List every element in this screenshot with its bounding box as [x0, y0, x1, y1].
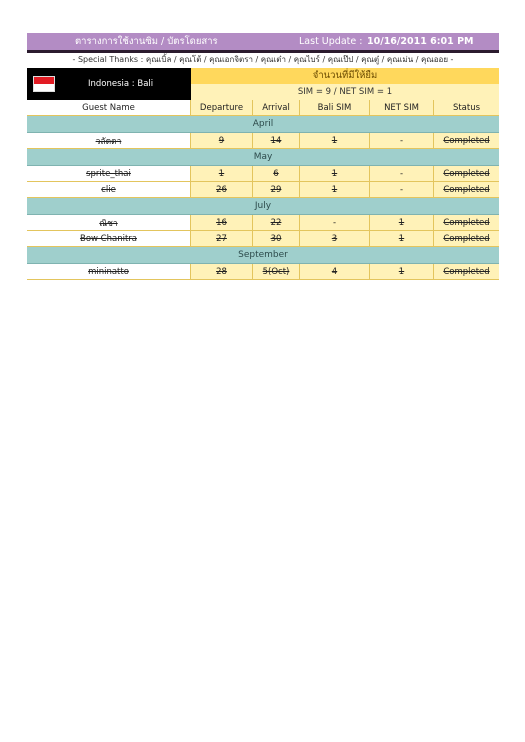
status-cell: Completed [443, 266, 490, 277]
guest-name-cell-box [27, 264, 191, 279]
guest-name-cell: mininatto [88, 266, 129, 277]
arrival-cell-box [253, 231, 300, 246]
bali-sim-cell: 1 [331, 184, 338, 195]
column-header-net-sim: NET SIM [370, 100, 434, 115]
net-sim-cell-box [370, 166, 434, 181]
table-row [27, 182, 499, 198]
guest-name-cell-box [27, 182, 191, 197]
month-header: July [27, 198, 499, 215]
net-sim-cell: - [399, 184, 404, 195]
bali-sim-cell-box [300, 264, 370, 279]
status-cell-box [434, 133, 499, 148]
net-sim-cell-box [370, 215, 434, 230]
sim-count-title: จำนวนที่มีให้ยืม [191, 68, 499, 84]
column-header-departure: Departure [191, 100, 253, 115]
bali-sim-cell-box [300, 133, 370, 148]
departure-cell: 26 [216, 184, 227, 195]
bali-sim-cell: 1 [331, 168, 338, 179]
net-sim-cell-box [370, 133, 434, 148]
departure-cell: 1 [218, 168, 225, 179]
column-header-guest-name: Guest Name [27, 100, 191, 115]
month-header: September [27, 247, 499, 264]
status-cell: Completed [443, 233, 490, 244]
arrival-cell: 29 [270, 184, 282, 195]
status-cell: Completed [443, 217, 490, 228]
status-cell-box [434, 264, 499, 279]
net-sim-cell: 1 [398, 266, 405, 277]
net-sim-cell: - [399, 135, 404, 146]
guest-name-cell-box [27, 231, 191, 246]
guest-name-cell: ณิชา [99, 218, 118, 229]
departure-cell: 9 [218, 135, 225, 146]
departure-cell: 16 [216, 217, 227, 228]
column-header-bali-sim: Bali SIM [300, 100, 370, 115]
net-sim-cell-box [370, 231, 434, 246]
indonesia-flag-icon [33, 76, 55, 92]
departure-cell-box [191, 133, 253, 148]
net-sim-cell-box [370, 182, 434, 197]
arrival-cell: 22 [270, 217, 282, 228]
sim-usage-table [27, 100, 499, 280]
net-sim-cell-box [370, 264, 434, 279]
column-header-arrival: Arrival [253, 100, 300, 115]
header-bar [27, 33, 499, 53]
guest-name-cell-box [27, 166, 191, 181]
last-update-value: 10/16/2011 6:01 PM [367, 36, 474, 47]
table-header-row [27, 100, 499, 116]
guest-name-cell: sprite_thai [86, 168, 131, 179]
bali-sim-cell-box [300, 231, 370, 246]
bali-sim-cell: 3 [331, 233, 338, 244]
arrival-cell-box [253, 166, 300, 181]
guest-name-cell: วลัดดา [95, 136, 122, 147]
guest-name-cell-box [27, 215, 191, 230]
status-cell-box [434, 215, 499, 230]
net-sim-cell: 1 [398, 217, 405, 228]
departure-cell-box [191, 264, 253, 279]
guest-name-cell-box [27, 133, 191, 148]
location-banner [27, 68, 191, 100]
arrival-cell: 5(Oct) [262, 266, 290, 277]
arrival-cell-box [253, 133, 300, 148]
arrival-cell: 14 [270, 135, 282, 146]
month-header: May [27, 149, 499, 166]
page-title: ตารางการใช้งานซิม / บัตรโดยสาร [75, 36, 218, 47]
status-cell: Completed [443, 168, 490, 179]
bali-sim-cell: - [332, 217, 337, 228]
column-header-status: Status [434, 100, 499, 115]
departure-cell-box [191, 166, 253, 181]
bali-sim-cell-box [300, 215, 370, 230]
arrival-cell-box [253, 182, 300, 197]
last-update-label: Last Update : [299, 36, 363, 47]
arrival-cell-box [253, 264, 300, 279]
table-row [27, 264, 499, 280]
net-sim-cell: - [399, 168, 404, 179]
bali-sim-cell: 1 [331, 135, 338, 146]
departure-cell-box [191, 231, 253, 246]
guest-name-cell: Bow Chanitra [79, 233, 137, 244]
month-header: April [27, 116, 499, 133]
arrival-cell: 30 [270, 233, 282, 244]
guest-name-cell: clie [101, 184, 116, 195]
sim-count-detail: SIM = 9 / NET SIM = 1 [191, 84, 499, 100]
bali-sim-cell: 4 [331, 266, 338, 277]
status-cell-box [434, 231, 499, 246]
departure-cell-box [191, 182, 253, 197]
bali-sim-cell-box [300, 182, 370, 197]
table-row [27, 231, 499, 247]
net-sim-cell: 1 [398, 233, 405, 244]
table-row [27, 215, 499, 231]
status-cell-box [434, 182, 499, 197]
arrival-cell-box [253, 215, 300, 230]
bali-sim-cell-box [300, 166, 370, 181]
arrival-cell: 6 [273, 168, 279, 179]
departure-cell: 28 [216, 266, 227, 277]
departure-cell-box [191, 215, 253, 230]
special-thanks: - Special Thanks : คุณเบิ้ล / คุณโต้ / คุณเอกจิตรา / คุณเต๋า / คุณไบร์ / คุณเป๊ป / คุณตู๋ / คุณเม่น / คุณออย - [72, 55, 454, 64]
table-row [27, 166, 499, 182]
table-row [27, 133, 499, 149]
status-cell-box [434, 166, 499, 181]
location-label: Indonesia : Bali [88, 79, 154, 89]
departure-cell: 27 [216, 233, 227, 244]
status-cell: Completed [443, 135, 490, 146]
status-cell: Completed [443, 184, 490, 195]
